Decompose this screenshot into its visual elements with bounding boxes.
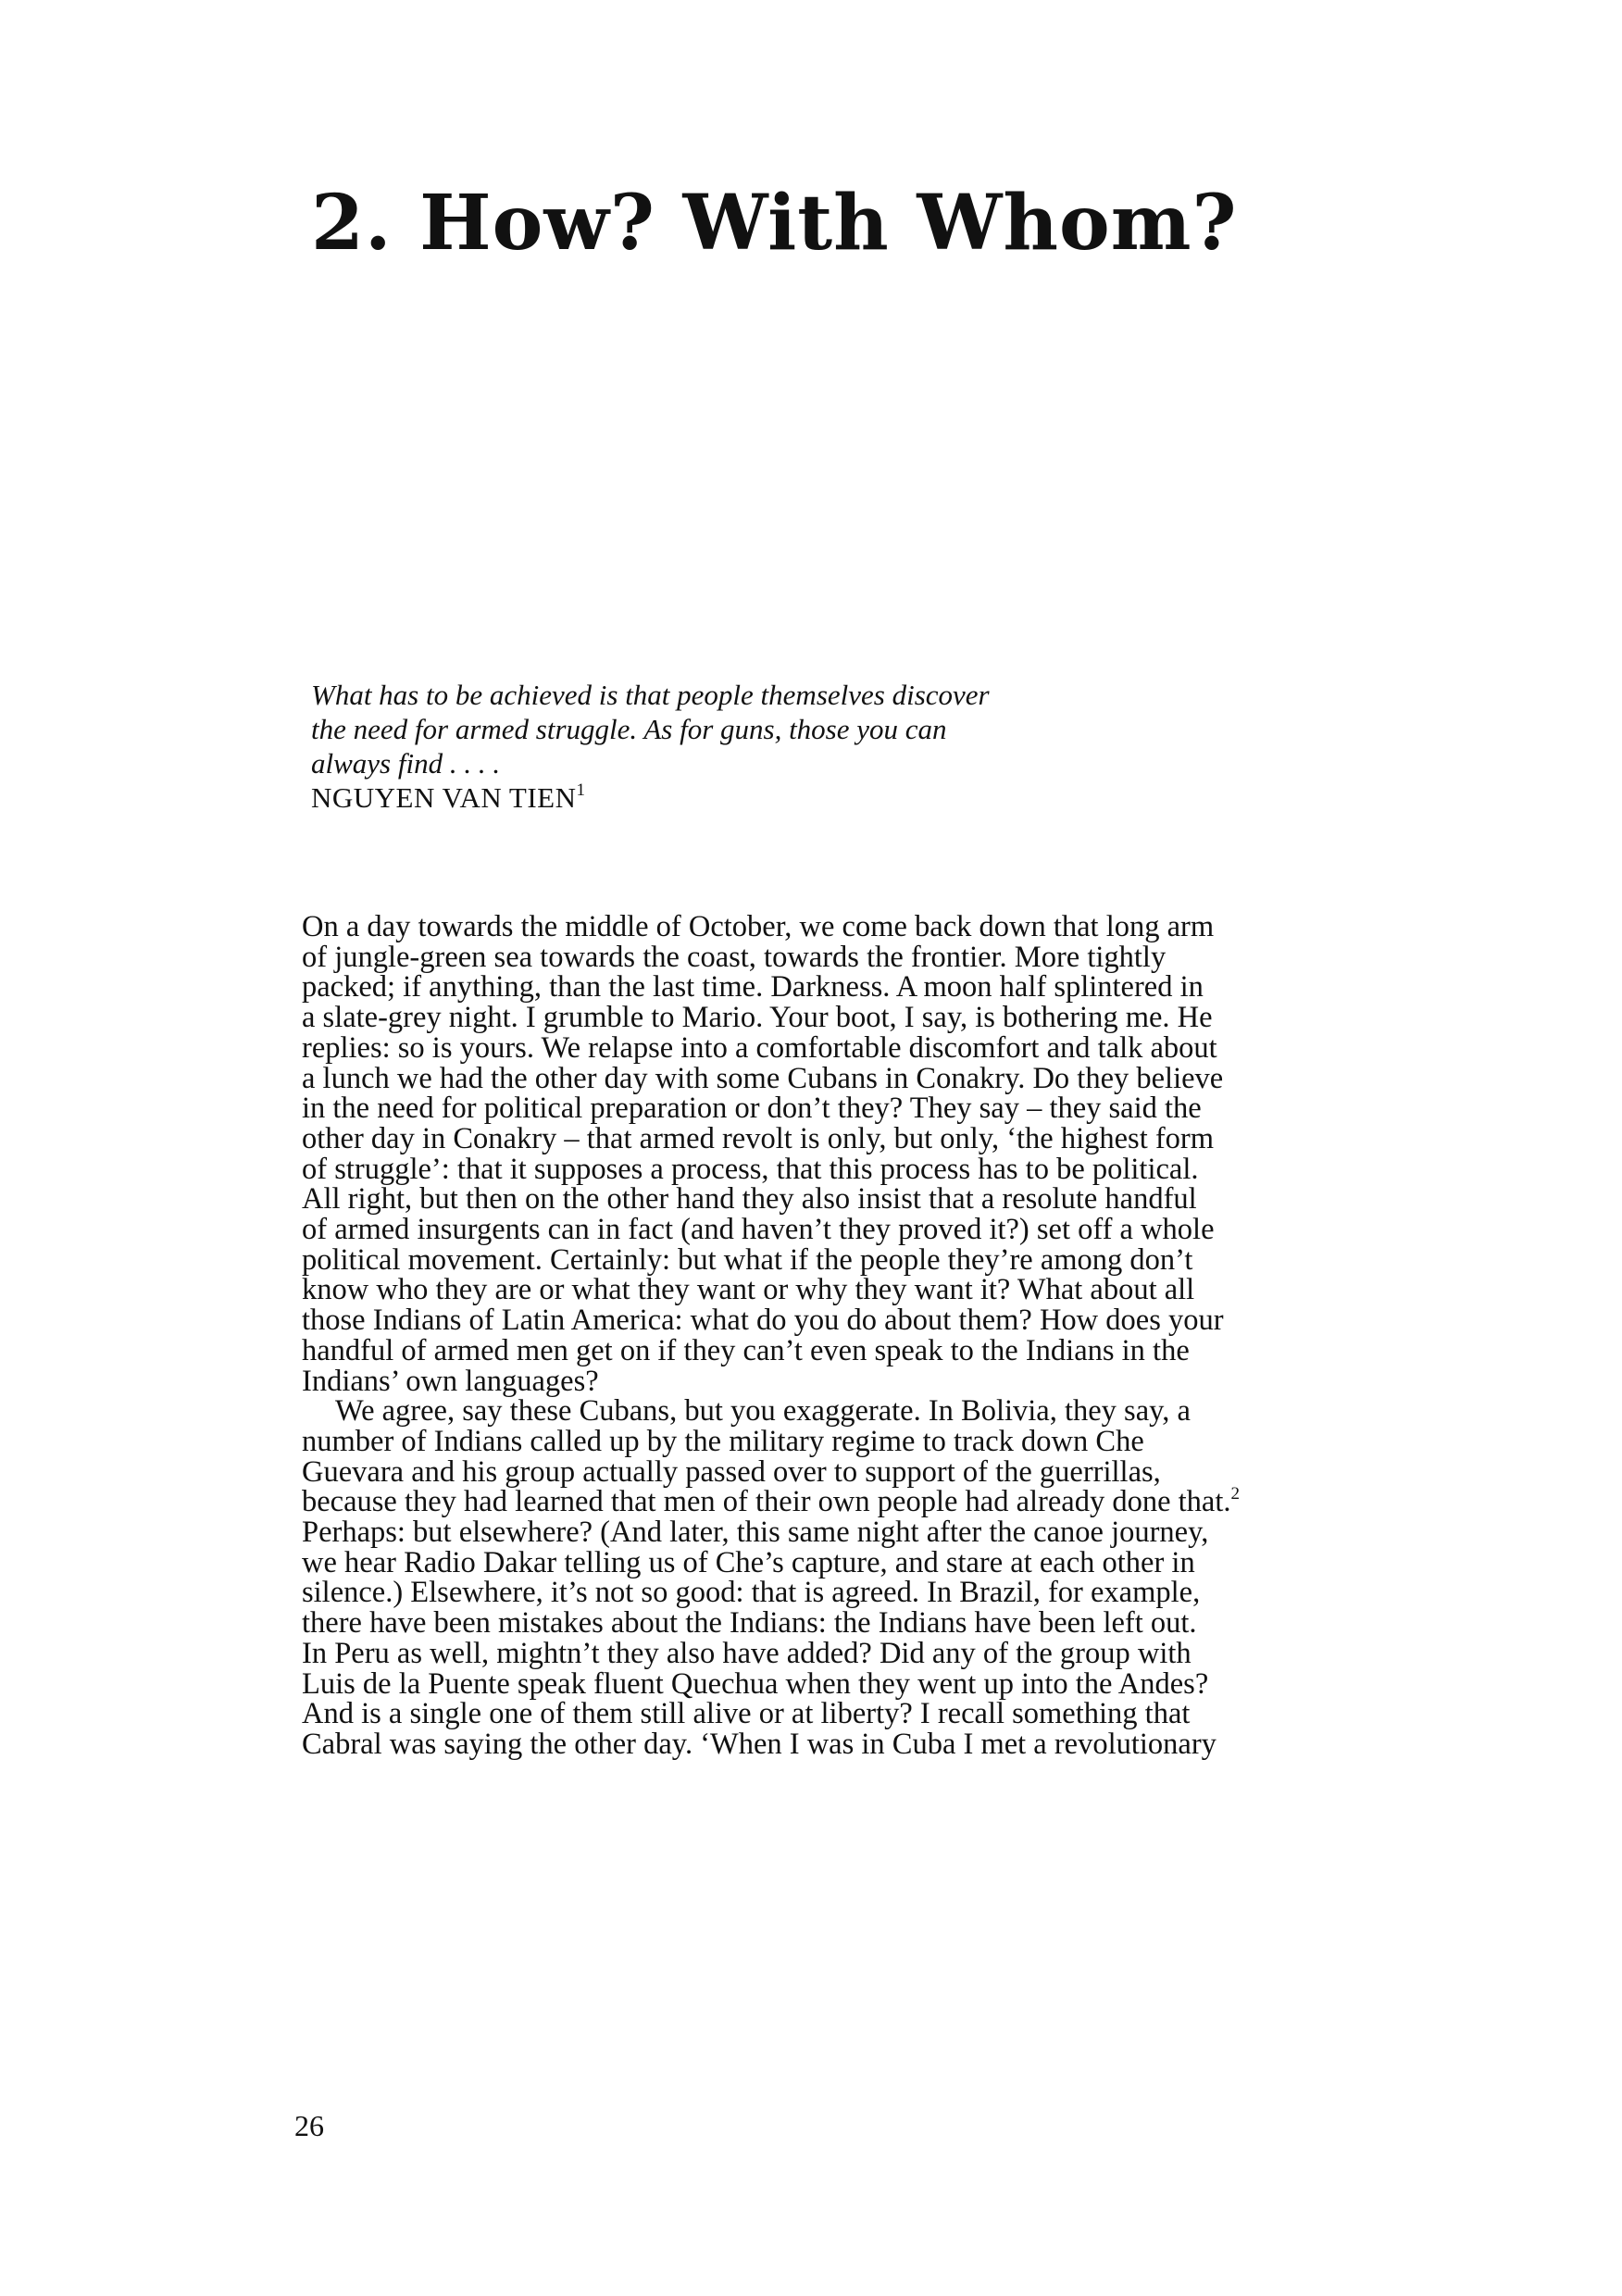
text-line: On a day towards the middle of October, we come back down that long arm <box>302 910 1215 943</box>
text-line: in the need for political preparation or don’t they? They say – they said the <box>302 1092 1202 1126</box>
text-line: because they had learned that men of their own people had already done that. <box>302 1485 1231 1519</box>
text-line: Indians’ own languages? <box>302 1364 599 1398</box>
epigraph <box>311 678 1144 815</box>
text-line: there have been mistakes about the Indians: the Indians have been left out. <box>302 1606 1197 1641</box>
footnote-marker: 2 <box>1230 1484 1240 1504</box>
text-line: of jungle-green sea towards the coast, towards the frontier. More tightly <box>302 940 1167 974</box>
paragraph-1 <box>302 912 1394 1396</box>
text-line: those Indians of Latin America: what do you do about them? How does your <box>302 1304 1224 1338</box>
text-line: of struggle’: that it supposes a process, that this process has to be political. <box>302 1152 1199 1186</box>
text-line: a lunch we had the other day with some Cubans in Conakry. Do they believe <box>302 1061 1224 1095</box>
epigraph-line: always find . . . . <box>311 747 501 780</box>
text-line: silence.) Elsewhere, it’s not so good: that is agreed. In Brazil, for example, <box>302 1576 1201 1610</box>
body-text <box>302 912 1394 1760</box>
epigraph-line: What has to be achieved is that people themselves discover <box>311 679 990 711</box>
text-line: Perhaps: but elsewhere? (And later, this same night after the canoe journey, <box>302 1516 1209 1550</box>
epigraph-author <box>311 780 1144 815</box>
text-line: All right, but then on the other hand they also insist that a resolute handful <box>302 1182 1197 1217</box>
text-line-with-footnote <box>302 1484 1394 1519</box>
text-line: handful of armed men get on if they can’t even speak to the Indians in the <box>302 1333 1190 1367</box>
text-line: other day in Conakry – that armed revolt is only, but only, ‘the highest form <box>302 1121 1215 1155</box>
text-line: Cabral was saying the other day. ‘When I was in Cuba I met a revolutionary <box>302 1727 1216 1761</box>
epigraph-line: the need for armed struggle. As for guns, those you can <box>311 713 947 745</box>
text-line: In Peru as well, mightn’t they also have added? Did any of the group with <box>302 1636 1192 1670</box>
text-line: of armed insurgents can in fact (and haven’t they proved it?) set off a whole <box>302 1213 1215 1247</box>
epigraph-author-name: NGUYEN VAN TIEN <box>311 781 577 814</box>
text-line: We agree, say these Cubans, but you exaggerate. In Bolivia, they say, a <box>335 1394 1191 1429</box>
text-line: know who they are or what they want or why they want it? What about all <box>302 1273 1195 1307</box>
text-line: Luis de la Puente speak fluent Quechua when they went up into the Andes? <box>302 1666 1209 1701</box>
paragraph-2 <box>302 1396 1394 1759</box>
page-number: 26 <box>294 2109 324 2142</box>
text-line: we hear Radio Dakar telling us of Che’s capture, and stare at each other in <box>302 1545 1195 1579</box>
text-line: And is a single one of them still alive or at liberty? I recall something that <box>302 1697 1191 1731</box>
text-line: replies: so is yours. We relapse into a comfortable discomfort and talk about <box>302 1030 1217 1065</box>
text-line: packed; if anything, than the last time. Darkness. A moon half splintered in <box>302 970 1204 1004</box>
chapter-title: 2. How? With Whom? <box>311 179 1238 268</box>
text-line: Guevara and his group actually passed over to support of the guerrillas, <box>302 1454 1161 1489</box>
text-line: political movement. Certainly: but what if the people they’re among don’t <box>302 1242 1193 1277</box>
text-line: a slate-grey night. I grumble to Mario. Your boot, I say, is bothering me. He <box>302 1001 1213 1035</box>
text-line: number of Indians called up by the military regime to track down Che <box>302 1424 1144 1458</box>
footnote-marker: 1 <box>576 780 586 800</box>
